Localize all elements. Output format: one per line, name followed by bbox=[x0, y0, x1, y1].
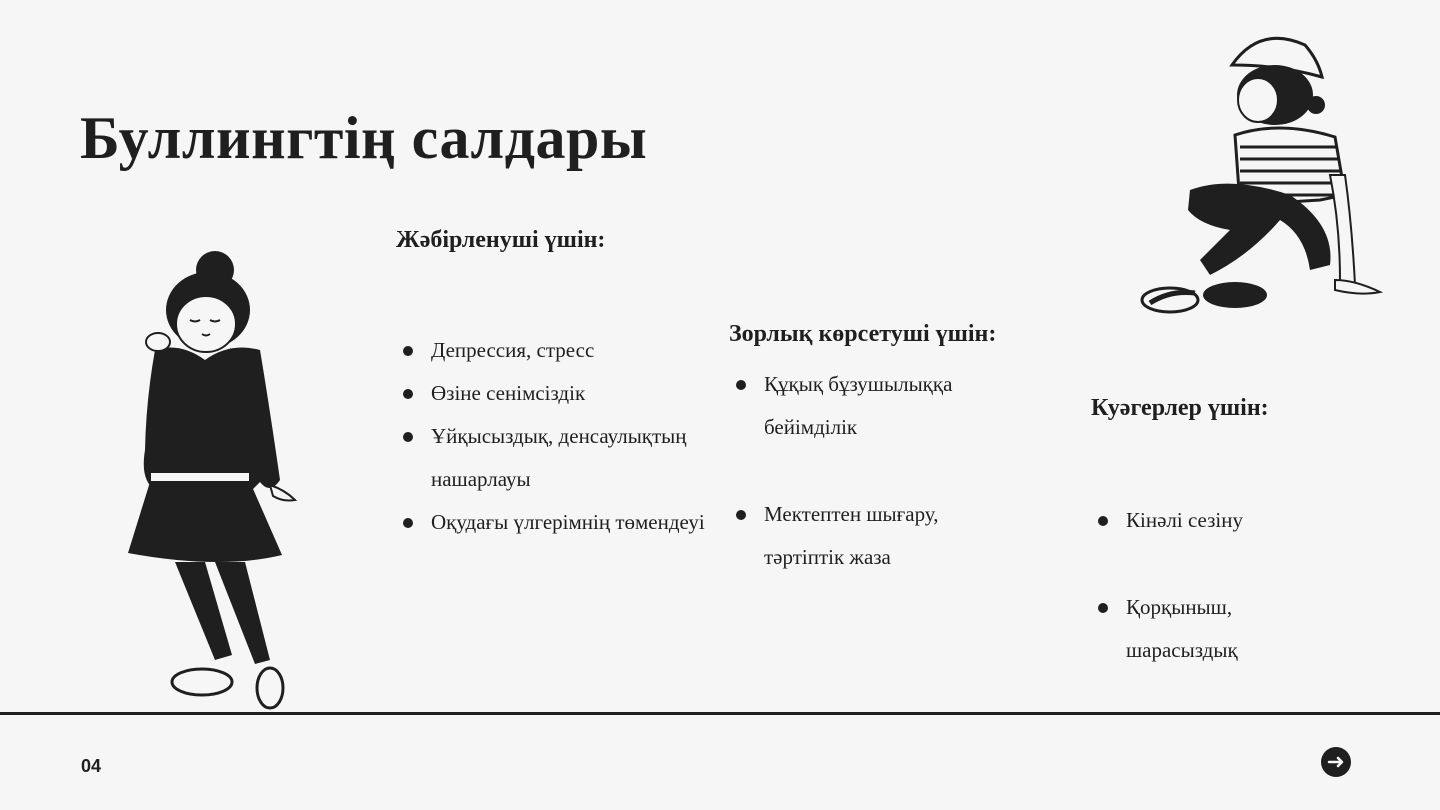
footer-divider bbox=[0, 712, 1440, 715]
list-item: Ұйқысыздық, денсаулықтың нашарлауы bbox=[396, 415, 716, 501]
bully-column bbox=[729, 312, 1009, 579]
list-item: Құқық бұзушылыққа бейімділік bbox=[729, 363, 1009, 449]
next-button[interactable] bbox=[1321, 747, 1351, 777]
sitting-girl-illustration bbox=[1140, 25, 1390, 325]
slide-title: Буллингтің салдары bbox=[80, 105, 648, 171]
list-item: Қорқыныш, шарасыздық bbox=[1091, 586, 1331, 672]
witness-heading: Куәгерлер үшін: bbox=[1091, 395, 1269, 421]
victim-list bbox=[396, 329, 716, 544]
victim-column bbox=[396, 218, 716, 544]
list-item: Депрессия, стресс bbox=[396, 329, 716, 372]
witness-list bbox=[1091, 499, 1331, 672]
bully-list bbox=[729, 363, 1009, 579]
victim-heading: Жәбірленуші үшін: bbox=[396, 227, 606, 253]
list-item: Мектептен шығару, тәртіптік жаза bbox=[729, 493, 1009, 579]
list-item: Оқудағы үлгерімнің төмендеуі bbox=[396, 501, 716, 544]
list-item: Өзіне сенімсіздік bbox=[396, 372, 716, 415]
page-number: 04 bbox=[81, 756, 102, 776]
arrow-right-icon bbox=[1321, 747, 1351, 777]
bully-heading: Зорлық көрсетуші үшін: bbox=[729, 321, 997, 347]
list-item: Кінәлі сезіну bbox=[1091, 499, 1331, 542]
witness-column bbox=[1091, 386, 1331, 672]
standing-girl-illustration bbox=[120, 250, 310, 715]
